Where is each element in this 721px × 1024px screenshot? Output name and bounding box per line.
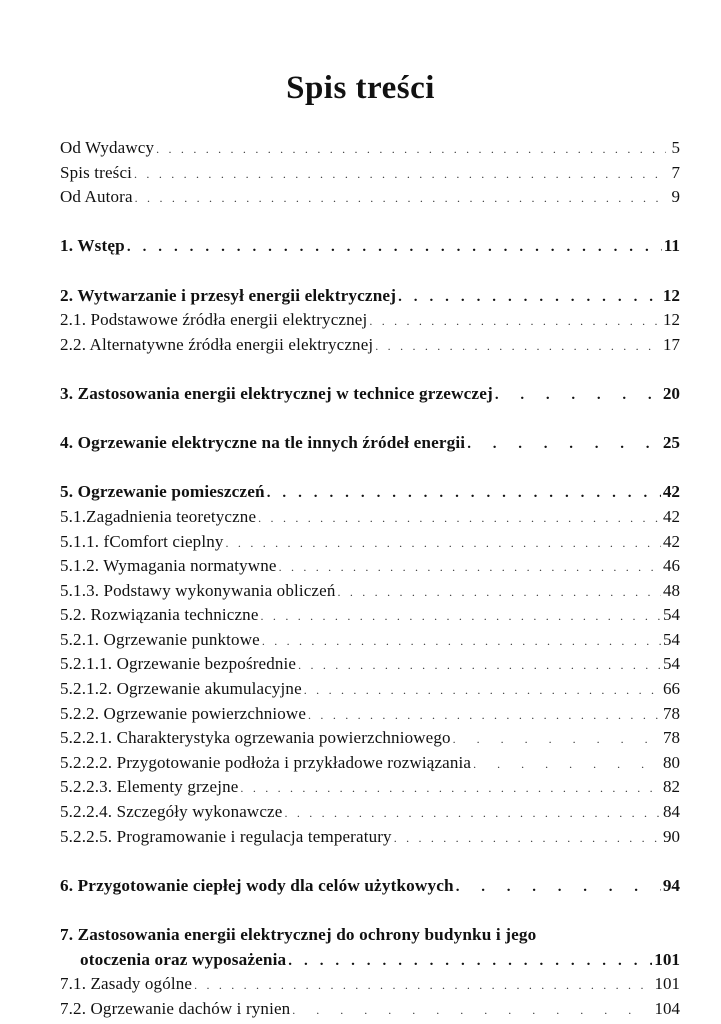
- toc-entry-label: otoczenia oraz wyposażenia: [80, 949, 287, 969]
- toc-entry-page: 46: [663, 556, 680, 576]
- toc-entry-label: 2.2. Alternatywne źródła energii elektrycznej: [60, 334, 374, 354]
- toc-entry[interactable]: [60, 628, 680, 653]
- dot-leader: [240, 776, 661, 801]
- toc-entry[interactable]: [60, 997, 680, 1022]
- toc-chapter[interactable]: [60, 431, 680, 456]
- dot-leader: [292, 998, 652, 1023]
- toc-entry[interactable]: [60, 775, 680, 800]
- toc-entry-label: 5.2.2.3. Elementy grzejne: [60, 777, 239, 797]
- toc-entry-page: 66: [663, 679, 680, 699]
- toc-entry-label: 5.2.2.5. Programowanie i regulacja temperatury: [60, 826, 392, 846]
- toc-chapter[interactable]: [60, 284, 680, 309]
- toc-entry-label: 5.2.1. Ogrzewanie punktowe: [60, 629, 260, 649]
- toc-entry[interactable]: [60, 677, 680, 702]
- dot-leader: [375, 334, 661, 359]
- toc-entry[interactable]: [60, 603, 680, 628]
- toc-entry-page: 7: [671, 162, 680, 182]
- dot-leader: [473, 752, 661, 777]
- toc-entry[interactable]: [60, 505, 680, 530]
- toc-chapter-line-1[interactable]: [60, 923, 680, 948]
- toc-entry-page: 42: [663, 531, 680, 551]
- toc-entry-page: 12: [663, 310, 680, 330]
- toc-entry-label: Spis treści: [60, 162, 133, 182]
- toc-chapter-line-2[interactable]: [60, 948, 680, 973]
- dot-leader: [284, 801, 661, 826]
- toc-entry[interactable]: [60, 554, 680, 579]
- toc-entry-label: 7.2. Ogrzewanie dachów i rynien: [60, 998, 291, 1018]
- toc-entry-page: 101: [654, 949, 680, 969]
- dot-leader: [453, 727, 661, 752]
- toc-entry-label: 2.1. Podstawowe źródła energii elektrycznej: [60, 310, 368, 330]
- toc-entry-page: 80: [663, 752, 680, 772]
- dot-leader: [135, 186, 666, 211]
- table-of-contents: [60, 136, 680, 1021]
- toc-entry[interactable]: [60, 530, 680, 555]
- toc-entry-page: 78: [663, 728, 680, 748]
- toc-chapter[interactable]: [60, 874, 680, 899]
- toc-entry-page: 101: [654, 974, 680, 994]
- toc-chapter[interactable]: [60, 480, 680, 505]
- toc-entry-label: 5.1.Zagadnienia teoretyczne: [60, 506, 257, 526]
- toc-entry[interactable]: [60, 702, 680, 727]
- toc-entry-label: 5.2.2.1. Charakterystyka ogrzewania powierzchniowego: [60, 728, 451, 748]
- toc-entry[interactable]: [60, 185, 680, 210]
- toc-entry-page: 104: [654, 998, 680, 1018]
- dot-leader: [394, 826, 661, 851]
- toc-entry-page: 90: [663, 826, 680, 846]
- toc-entry-label: 7. Zastosowania energii elektrycznej do ochrony budynku i jego: [60, 925, 537, 944]
- toc-entry[interactable]: [60, 751, 680, 776]
- dot-leader: [369, 309, 661, 334]
- dot-leader: [226, 531, 661, 556]
- toc-entry-label: 6. Przygotowanie ciepłej wody dla celów użytkowych: [60, 875, 454, 895]
- toc-entry-label: Od Wydawcy: [60, 138, 155, 157]
- toc-entry-page: 42: [663, 506, 680, 526]
- toc-entry-page: 9: [671, 187, 680, 207]
- toc-entry-label: 4. Ogrzewanie elektryczne na tle innych źródeł energii: [60, 433, 466, 453]
- toc-entry-label: 5.1.3. Podstawy wykonywania obliczeń: [60, 580, 336, 600]
- dot-leader: [267, 481, 661, 506]
- dot-leader: [398, 285, 661, 310]
- toc-entry-page: 17: [663, 334, 680, 354]
- toc-entry-page: 48: [663, 580, 680, 600]
- dot-leader: [134, 162, 666, 187]
- dot-leader: [308, 703, 661, 728]
- dot-leader: [304, 678, 661, 703]
- toc-entry-label: Od Autora: [60, 187, 133, 207]
- toc-entry-page: 54: [663, 629, 680, 649]
- toc-entry[interactable]: [60, 825, 680, 850]
- toc-entry-page: 54: [663, 654, 680, 674]
- dot-leader: [258, 506, 661, 531]
- toc-entry-page: 42: [662, 482, 680, 502]
- toc-entry[interactable]: [60, 800, 680, 825]
- toc-chapter[interactable]: [60, 382, 680, 407]
- toc-entry-label: 5. Ogrzewanie pomieszczeń: [60, 482, 265, 502]
- toc-entry-page: 11: [663, 236, 680, 256]
- toc-entry-label: 5.1.1. fComfort cieplny: [60, 531, 224, 551]
- toc-entry-label: 5.2.1.2. Ogrzewanie akumulacyjne: [60, 679, 302, 699]
- toc-entry-page: 25: [662, 433, 680, 453]
- toc-entry[interactable]: [60, 308, 680, 333]
- toc-entry-label: 5.1.2. Wymagania normatywne: [60, 556, 277, 576]
- toc-entry-label: 1. Wstęp: [60, 236, 125, 256]
- toc-entry-page: 78: [663, 703, 680, 723]
- dot-leader: [261, 604, 661, 629]
- toc-chapter[interactable]: [60, 234, 680, 259]
- page-title: Spis treści: [286, 70, 435, 107]
- dot-leader: [194, 973, 652, 998]
- dot-leader: [495, 383, 661, 408]
- dot-leader: [262, 629, 661, 654]
- dot-leader: [279, 555, 661, 580]
- toc-entry-page: 94: [662, 875, 680, 895]
- dot-leader: [467, 432, 661, 457]
- toc-entry-page: 84: [663, 802, 680, 822]
- toc-entry[interactable]: [60, 972, 680, 997]
- dot-leader: [156, 137, 666, 162]
- dot-leader: [456, 875, 661, 900]
- toc-entry-label: 5.2.2.2. Przygotowanie podłoża i przykładowe rozwiązania: [60, 752, 472, 772]
- toc-entry[interactable]: [60, 652, 680, 677]
- toc-entry-page: 12: [662, 285, 680, 305]
- toc-entry-label: 5.2.2.4. Szczegóły wykonawcze: [60, 802, 283, 822]
- toc-entry-label: 2. Wytwarzanie i przesył energii elektrycznej: [60, 285, 397, 305]
- dot-leader: [288, 949, 652, 974]
- toc-entry-label: 7.1. Zasady ogólne: [60, 974, 193, 994]
- toc-entry-label: 3. Zastosowania energii elektrycznej w technice grzewczej: [60, 383, 493, 403]
- toc-entry[interactable]: [60, 333, 680, 358]
- toc-entry-page: 20: [662, 383, 680, 403]
- dot-leader: [298, 653, 661, 678]
- toc-entry[interactable]: [60, 579, 680, 604]
- toc-entry-label: 5.2.2. Ogrzewanie powierzchniowe: [60, 703, 307, 723]
- dot-leader: [337, 580, 661, 605]
- toc-entry-page: 54: [663, 605, 680, 625]
- toc-entry-label: 5.2. Rozwiązania techniczne: [60, 605, 259, 625]
- toc-entry-page: 82: [663, 777, 680, 797]
- dot-leader: [127, 235, 662, 260]
- toc-entry[interactable]: [60, 136, 680, 161]
- toc-entry-label: 5.2.1.1. Ogrzewanie bezpośrednie: [60, 654, 297, 674]
- toc-entry-page: 5: [671, 138, 680, 157]
- toc-entry[interactable]: [60, 726, 680, 751]
- toc-entry[interactable]: [60, 161, 680, 186]
